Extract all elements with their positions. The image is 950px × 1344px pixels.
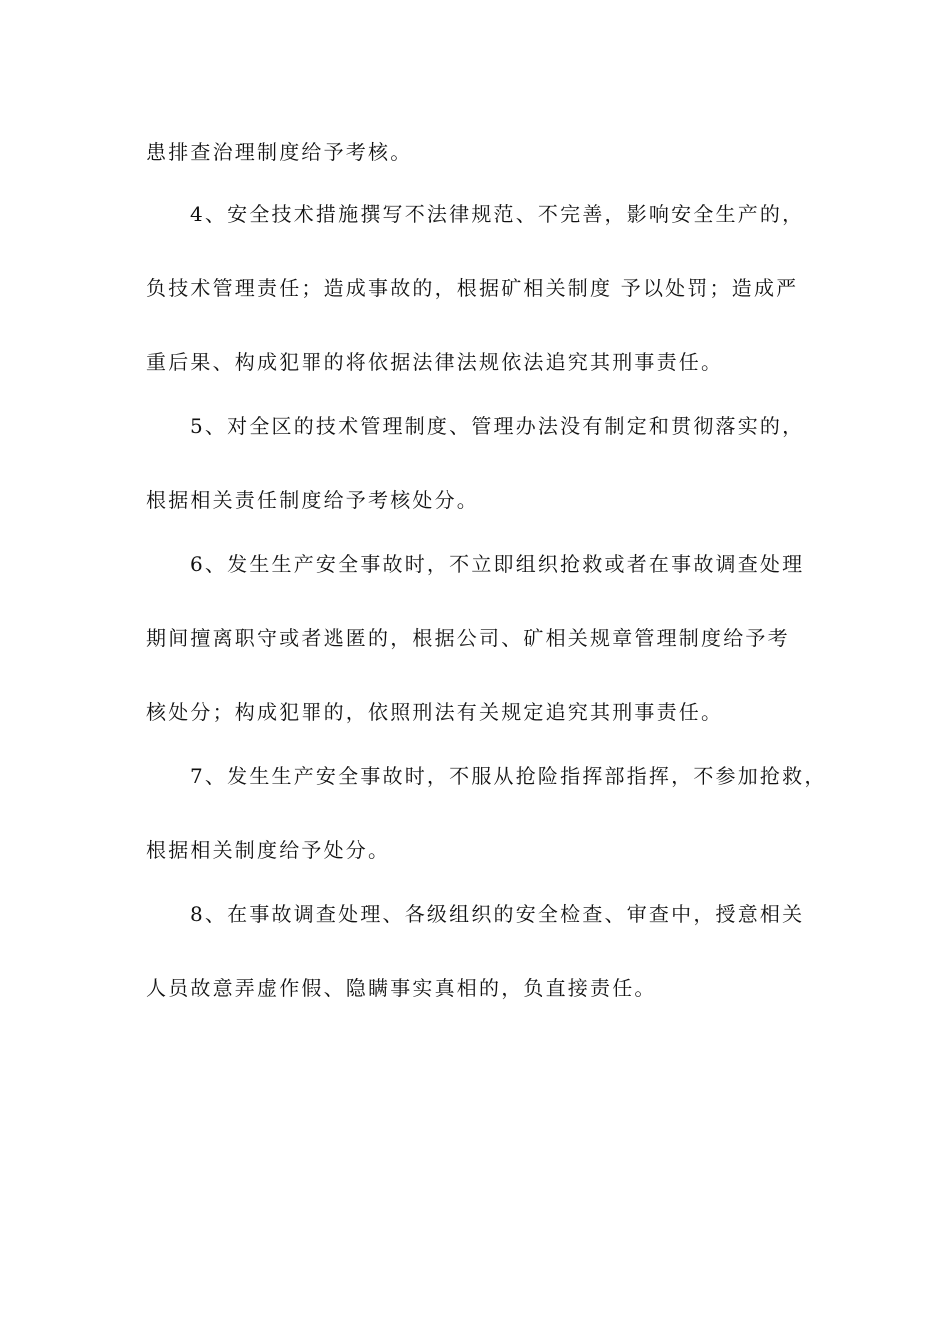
text-line-item-4: 4、安全技术措施撰写不法律规范、不完善，影响安全生产的，	[190, 202, 805, 226]
text-line: 根据相关责任制度给予考核处分。	[146, 488, 479, 512]
text-line: 根据相关制度给予处分。	[146, 838, 391, 862]
text-line-item-7: 7、发生生产安全事故时，不服从抢险指挥部指挥，不参加抢救，	[190, 764, 827, 788]
text-line-item-6: 6、发生生产安全事故时，不立即组织抢救或者在事故调查处理	[190, 552, 805, 576]
text-line: 人员故意弄虚作假、隐瞒事实真相的，负直接责任。	[146, 976, 657, 1000]
text-line: 核处分；构成犯罪的，依照刑法有关规定追究其刑事责任。	[146, 700, 724, 724]
text-line-item-5: 5、对全区的技术管理制度、管理办法没有制定和贯彻落实的，	[190, 414, 805, 438]
text-line-item-8: 8、在事故调查处理、各级组织的安全检查、审查中，授意相关	[190, 902, 805, 926]
text-line: 期间擅离职守或者逃匿的，根据公司、矿相关规章管理制度给予考	[146, 626, 790, 650]
text-line: 重后果、构成犯罪的将依据法律法规依法追究其刑事责任。	[146, 350, 724, 374]
text-line: 负技术管理责任；造成事故的，根据矿相关制度 予以处罚；造成严	[146, 276, 799, 300]
text-line: 患排查治理制度给予考核。	[146, 140, 413, 164]
